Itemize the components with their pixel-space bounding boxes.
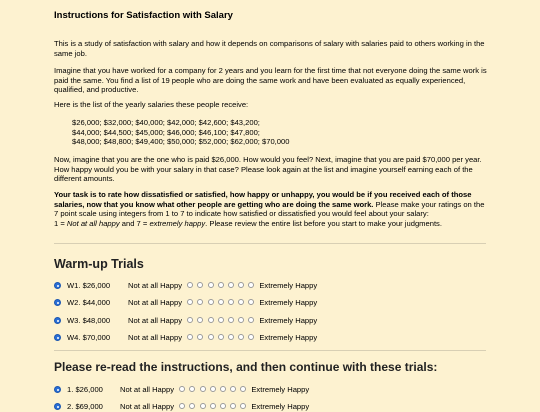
intro-paragraph-4: Now, imagine that you are the one who is paid $26,000. How would you feel? Next, imagine that you are paid $70,000 per year. How happy would you be with your salary in that case? Please look again at the list and imagine yourself earning each of the different amounts. [54,155,482,184]
scale-high-label: Extremely Happy [259,332,318,342]
rating-radio-3[interactable] [208,282,214,288]
trial-select-radio[interactable] [54,403,61,410]
rating-radio-1[interactable] [179,386,185,392]
trial-row [54,331,317,343]
salary-line: $26,000; $32,000; $40,000; $42,000; $42,600; $43,200; [72,118,260,127]
rating-radio-6[interactable] [230,403,236,409]
rating-radio-6[interactable] [230,386,236,392]
trial-salary-label: W3. $48,000 [67,315,111,325]
salary-line: $44,000; $44,500; $45,000; $46,000; $46,100; $47,800; [72,127,260,137]
rating-radio-7[interactable] [240,386,246,392]
trial-select-radio[interactable] [54,334,61,341]
trial-select-radio[interactable] [54,299,61,306]
rating-radio-4[interactable] [218,299,224,305]
trial-salary-label: W4. $70,000 [67,332,111,342]
rating-radio-5[interactable] [220,403,226,409]
task-paragraph [54,190,488,228]
scale-low-label: Not at all Happy [128,332,183,342]
rating-radio-1[interactable] [187,299,193,305]
trial-row [54,296,317,308]
rating-radio-4[interactable] [218,282,224,288]
trial-salary-label: 1. $26,000 [67,384,103,394]
scale-high-label: Extremely Happy [259,297,318,307]
scale-prefix: 1 = [54,218,67,228]
trial-salary-label: W1. $26,000 [67,280,111,290]
divider [54,350,486,351]
rating-radio-7[interactable] [248,299,254,305]
scale-low-label: Not at all Happy [120,401,175,411]
rating-radio-1[interactable] [179,403,185,409]
intro-paragraph-3: Here is the list of the yearly salaries these people receive: [54,100,249,109]
rating-radio-1[interactable] [187,334,193,340]
rating-radio-4[interactable] [210,386,216,392]
rating-radio-5[interactable] [228,334,234,340]
scale-high-label: Extremely Happy [259,280,318,290]
main-heading: Please re-read the instructions, and then continue with these trials: [54,360,438,374]
trial-salary-label: W2. $44,000 [67,297,111,307]
rating-radio-2[interactable] [197,299,203,305]
rating-radio-4[interactable] [210,403,216,409]
scale-low-label: Not at all Happy [128,297,183,307]
rating-radio-3[interactable] [208,334,214,340]
scale-low-label: Not at all Happy [128,280,183,290]
rating-radio-3[interactable] [200,386,206,392]
rating-radio-4[interactable] [218,334,224,340]
intro-paragraph-1: This is a study of satisfaction with salary and how it depends on comparisons of salary with salaries paid to others working in the same job. [54,39,485,58]
rating-radio-5[interactable] [228,282,234,288]
trial-row [54,279,317,291]
rating-radio-3[interactable] [208,299,214,305]
trial-row [54,383,309,395]
scale-high-em: extremely happy [149,218,206,228]
rating-radio-7[interactable] [248,334,254,340]
rating-radio-2[interactable] [197,282,203,288]
rating-radio-2[interactable] [197,334,203,340]
scale-high-label: Extremely Happy [259,315,318,325]
rating-radio-1[interactable] [187,282,193,288]
trial-select-radio[interactable] [54,317,61,324]
trial-salary-label: 2. $69,000 [67,401,103,411]
scale-low-label: Not at all Happy [120,384,175,394]
rating-radio-6[interactable] [238,334,244,340]
rating-radio-5[interactable] [228,299,234,305]
scale-low-em: Not at all happy [66,218,120,228]
rating-radio-5[interactable] [228,317,234,323]
rating-radio-7[interactable] [240,403,246,409]
task-bold-text: Your task is to rate how dissatisfied or satisfied, how happy or unhappy, you would be if you received each of those salaries, now that you know what other people are getting who are doing the same work. [54,190,472,209]
intro-paragraph-2: Imagine that you have worked for a company for 2 years and you learn for the first time that not everyone doing the same work is paid the same. You find a list of 19 people who are doing the same work and have been evaluated as equally experienced, qualified, and productive. [54,66,487,95]
divider [54,243,486,244]
scale-high-label: Extremely Happy [251,384,310,394]
trial-select-radio[interactable] [54,386,61,393]
salary-line: $48,000; $48,800; $49,400; $50,000; $52,000; $62,000; $70,000 [72,137,290,147]
scale-high-label: Extremely Happy [251,401,310,411]
rating-radio-6[interactable] [238,299,244,305]
rating-radio-2[interactable] [197,317,203,323]
rating-radio-7[interactable] [248,282,254,288]
page-title: Instructions for Satisfaction with Salary [54,10,233,21]
salary-list [72,118,289,147]
rating-radio-1[interactable] [187,317,193,323]
rating-radio-6[interactable] [238,317,244,323]
scale-low-label: Not at all Happy [128,315,183,325]
rating-radio-3[interactable] [208,317,214,323]
rating-radio-6[interactable] [238,282,244,288]
rating-radio-5[interactable] [220,386,226,392]
rating-radio-2[interactable] [189,403,195,409]
scale-suffix: . Please review the entire list before you start to make your judgments. [205,218,442,228]
trial-row [54,400,309,412]
rating-radio-3[interactable] [200,403,206,409]
warmup-heading: Warm-up Trials [54,257,144,271]
rating-radio-2[interactable] [189,386,195,392]
trial-row [54,314,317,326]
trial-select-radio[interactable] [54,282,61,289]
task-rest-text: Please make your ratings on the 7 point scale using integers from 1 to 7 to indicate how satisfied or dissatisfied you would feel about your salary: [54,199,485,219]
rating-radio-7[interactable] [248,317,254,323]
scale-mid: and 7 = [119,218,150,228]
rating-radio-4[interactable] [218,317,224,323]
